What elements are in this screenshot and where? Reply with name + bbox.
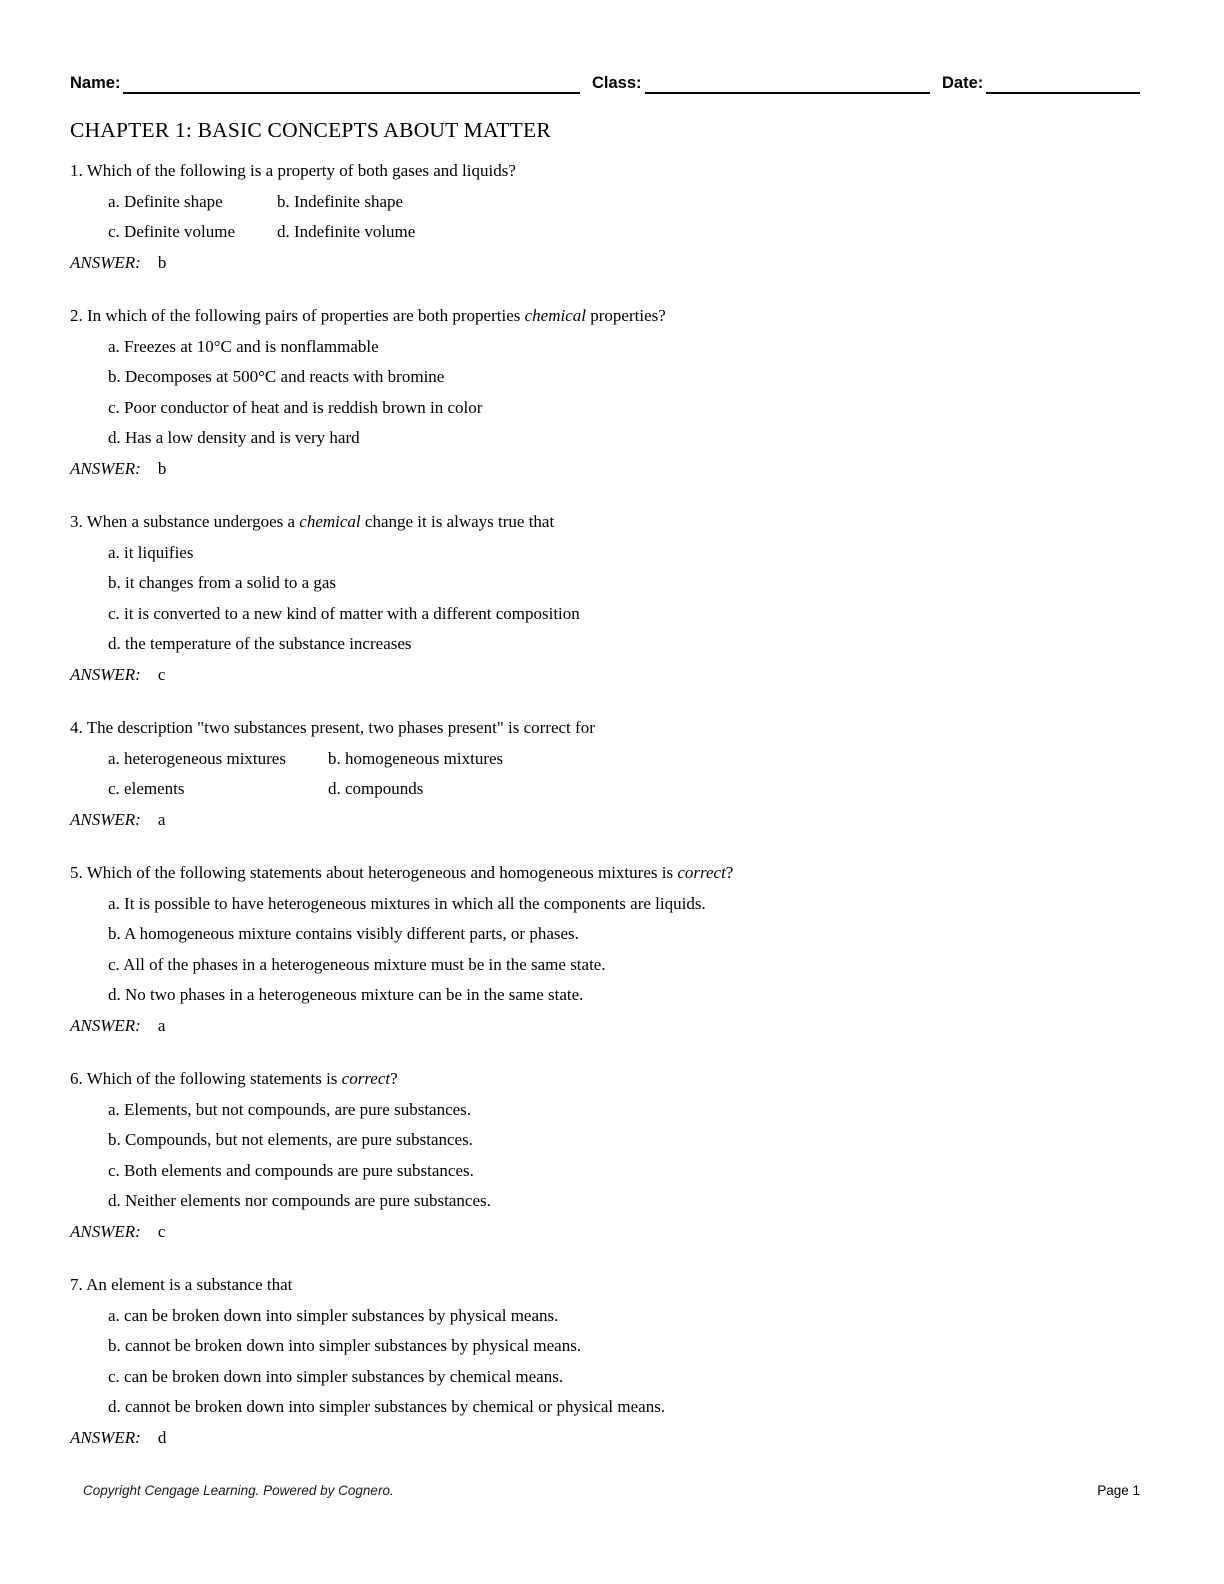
option-a: a. it liquifies <box>108 542 194 562</box>
option-c: c. it is converted to a new kind of matter with a different composition <box>108 603 580 623</box>
prompt-text: properties? <box>586 306 666 325</box>
question-number: 6. <box>70 1069 87 1088</box>
option-c: c. All of the phases in a heterogeneous mixture must be in the same state. <box>108 954 606 974</box>
option-c: c. Definite volume <box>108 222 235 241</box>
option-d: d. compounds <box>327 779 424 798</box>
options <box>108 1301 1140 1423</box>
name-field <box>70 72 580 94</box>
answer-letter: b <box>157 252 167 272</box>
question-prompt <box>70 507 1140 538</box>
question-number: 5. <box>70 863 87 882</box>
answer-line <box>70 1217 1140 1248</box>
prompt-emphasis: correct <box>677 863 726 882</box>
answer-label: ANSWER: <box>70 664 141 684</box>
questions <box>70 156 1140 1453</box>
question-prompt <box>70 858 1140 889</box>
answer-letter: d <box>157 1427 167 1447</box>
option-d: d. No two phases in a heterogeneous mixture can be in the same state. <box>108 985 584 1004</box>
answer-label: ANSWER: <box>70 1221 141 1241</box>
answer-line <box>70 805 1140 836</box>
answer-letter: b <box>157 458 167 478</box>
option-a: a. can be broken down into simpler substances by physical means. <box>108 1305 559 1325</box>
option-b: b. Compounds, but not elements, are pure substances. <box>108 1130 473 1149</box>
option-d: d. Has a low density and is very hard <box>108 428 360 447</box>
option-b: b. Indefinite shape <box>277 191 404 211</box>
question-4 <box>70 713 1140 835</box>
question-prompt <box>70 1064 1140 1095</box>
answer-line <box>70 1011 1140 1042</box>
answer-letter: c <box>157 664 166 684</box>
answer-label: ANSWER: <box>70 1427 141 1447</box>
question-1 <box>70 156 1140 278</box>
question-prompt <box>70 713 1140 744</box>
question-6 <box>70 1064 1140 1247</box>
prompt-text: The description "two substances present, two phases present" is correct for <box>86 718 595 737</box>
option-c: c. can be broken down into simpler substances by chemical means. <box>108 1366 564 1386</box>
options <box>108 744 1140 805</box>
question-prompt <box>70 1270 1140 1301</box>
option-c: c. Poor conductor of heat and is reddish brown in color <box>108 397 483 417</box>
question-5 <box>70 858 1140 1041</box>
options <box>108 332 1140 454</box>
prompt-text: An element is a substance that <box>86 1275 293 1294</box>
option-a: a. Elements, but not compounds, are pure substances. <box>108 1099 472 1119</box>
option-a: a. Definite shape <box>108 191 223 211</box>
option-d: d. the temperature of the substance increases <box>108 634 412 653</box>
option-d: d. Indefinite volume <box>277 222 416 241</box>
date-field <box>942 72 1140 94</box>
answer-label: ANSWER: <box>70 458 141 478</box>
answer-label: ANSWER: <box>70 809 141 829</box>
page-number: Page 1 <box>1097 1483 1140 1498</box>
option-c: c. elements <box>108 779 185 798</box>
prompt-emphasis: chemical <box>524 306 586 325</box>
options <box>108 538 1140 660</box>
answer-letter: a <box>157 809 166 829</box>
name-blank-line <box>123 74 580 94</box>
option-a: a. heterogeneous mixtures <box>108 748 286 768</box>
answer-line <box>70 1423 1140 1454</box>
question-number: 2. <box>70 306 87 325</box>
answer-label: ANSWER: <box>70 1015 141 1035</box>
option-d: d. cannot be broken down into simpler substances by chemical or physical means. <box>108 1397 666 1416</box>
class-label: Class: <box>592 74 642 92</box>
options <box>108 187 1140 248</box>
option-d: d. Neither elements nor compounds are pure substances. <box>108 1191 491 1210</box>
answer-letter: c <box>157 1221 166 1241</box>
page-footer <box>70 1482 1140 1500</box>
question-prompt <box>70 156 1140 187</box>
prompt-text: ? <box>390 1069 398 1088</box>
question-prompt <box>70 301 1140 332</box>
options <box>108 1095 1140 1217</box>
prompt-emphasis: correct <box>341 1069 391 1088</box>
prompt-text: change it is always true that <box>360 512 555 531</box>
date-label: Date: <box>942 74 984 92</box>
option-a: a. It is possible to have heterogeneous mixtures in which all the components are liquids. <box>108 893 706 913</box>
question-number: 7. <box>70 1275 87 1294</box>
prompt-text: ? <box>725 863 734 882</box>
question-7 <box>70 1270 1140 1453</box>
question-number: 1. <box>70 161 87 180</box>
option-b: b. Decomposes at 500°C and reacts with bromine <box>108 367 445 386</box>
page-title: CHAPTER 1: BASIC CONCEPTS ABOUT MATTER <box>70 118 551 142</box>
option-b: b. A homogeneous mixture contains visibly different parts, or phases. <box>108 924 579 943</box>
answer-label: ANSWER: <box>70 252 141 272</box>
prompt-text: Which of the following statements is <box>86 1069 342 1088</box>
prompt-text: When a substance undergoes a <box>86 512 300 531</box>
prompt-text: Which of the following is a property of both gases and liquids? <box>86 161 516 180</box>
prompt-emphasis: chemical <box>299 512 361 531</box>
option-b: b. it changes from a solid to a gas <box>108 573 337 592</box>
prompt-text: In which of the following pairs of properties are both properties <box>87 306 525 325</box>
answer-letter: a <box>157 1015 166 1035</box>
prompt-text: Which of the following statements about heterogeneous and homogeneous mixtures is <box>86 863 678 882</box>
question-2 <box>70 301 1140 484</box>
question-number: 3. <box>70 512 87 531</box>
question-number: 4. <box>70 718 87 737</box>
option-c: c. Both elements and compounds are pure substances. <box>108 1160 474 1180</box>
header-fill-in-row <box>70 72 1140 94</box>
name-label: Name: <box>70 74 121 92</box>
date-blank-line <box>986 74 1140 94</box>
option-b: b. homogeneous mixtures <box>327 748 504 768</box>
class-field <box>592 72 930 94</box>
copyright-text: Copyright Cengage Learning. Powered by Cognero. <box>83 1483 394 1498</box>
option-a: a. Freezes at 10°C and is nonflammable <box>108 336 379 356</box>
answer-line <box>70 660 1140 691</box>
answer-line <box>70 248 1140 279</box>
option-b: b. cannot be broken down into simpler substances by physical means. <box>108 1336 582 1355</box>
options <box>108 889 1140 1011</box>
class-blank-line <box>645 74 930 94</box>
answer-line <box>70 454 1140 485</box>
question-3 <box>70 507 1140 690</box>
